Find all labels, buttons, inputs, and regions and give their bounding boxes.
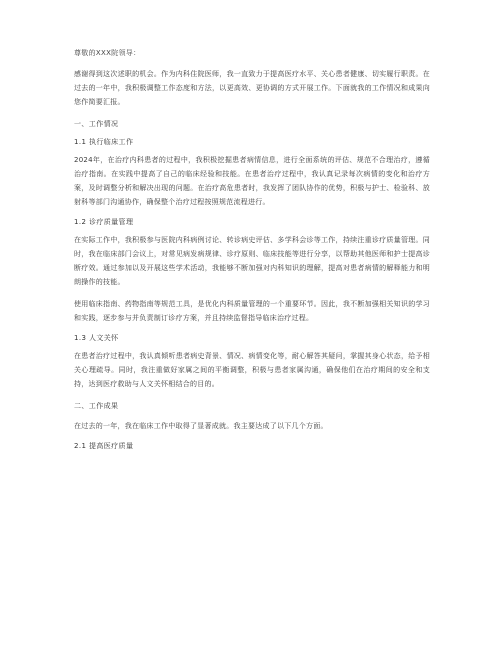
greeting: 尊敬的XXX院领导： xyxy=(74,49,141,57)
section-1-heading: 一、工作情况 xyxy=(74,120,119,128)
document-body xyxy=(74,48,430,451)
subsection-1-3-paragraph: 在患者治疗过程中，我认真倾听患者病史背景、情况、病情变化等，耐心解答其疑问，掌握其身心状态，给予相关心理疏导。同时，我注重做好家属之间的平衡调整，积极与患者家属沟通，确保他们在治疗期间的安全和支持，达到医疗救助与人文关怀相结合的目的。 xyxy=(74,352,430,388)
subsection-1-2-paragraph-1: 在实际工作中，我积极参与医院内科病例讨论、转诊病史评估、多学科会诊等工作，持续注重诊疗质量管理。同时，我在临床部门会议上，对常见病发病规律、诊疗原则、临床技能等进行分享，以帮助其他医师和护士提高诊断疗效。通过参加以及开展这些学术活动，我能够不断加强对内科知识的理解，提高对患者病情的解释能力和明朗操作的技能。 xyxy=(74,236,430,286)
subsection-1-1-paragraph: 2024年，在治疗内科患者的过程中，我积极挖掘患者病情信息，进行全面系统的评估、规范不合理治疗，遵循治疗指南。在实践中提高了自己的临床经验和技能。在患者治疗过程中，我认真记录每次病情的变化和治疗方案，及时调整分析和解决出现的问题。在治疗高危患者时，我发挥了团队协作的优势，积极与护士、检验科、放射科等部门沟通协作，确保整个治疗过程按照规范流程进行。 xyxy=(74,156,430,206)
subsection-2-1-heading: 2.1 提高医疗质量 xyxy=(74,442,134,450)
intro-paragraph: 感谢得到这次述职的机会。作为内科住院医师，我一直致力于提高医疗水平、关心患者健康、切实履行职责。在过去的一年中，我积极调整工作态度和方法，以更高效、更协调的方式开展工作。下面就我的工作情况和成果向您作简要汇报。 xyxy=(74,70,430,106)
subsection-1-1-heading: 1.1 执行临床工作 xyxy=(74,138,134,146)
subsection-1-2-heading: 1.2 诊疗质量管理 xyxy=(74,218,134,226)
section-2-paragraph: 在过去的一年，我在临床工作中取得了显著成就。我主要达成了以下几个方面。 xyxy=(74,422,328,430)
subsection-1-2-paragraph-2: 使用临床指南、药物指南等规范工具，是优化内科质量管理的一个重要环节。因此，我不断加强相关知识的学习和实践，逐步参与并负责制订诊疗方案，并且持续监督指导临床治疗过程。 xyxy=(74,300,430,322)
section-2-heading: 二、工作成果 xyxy=(74,402,119,410)
subsection-1-3-heading: 1.3 人文关怀 xyxy=(74,334,119,342)
